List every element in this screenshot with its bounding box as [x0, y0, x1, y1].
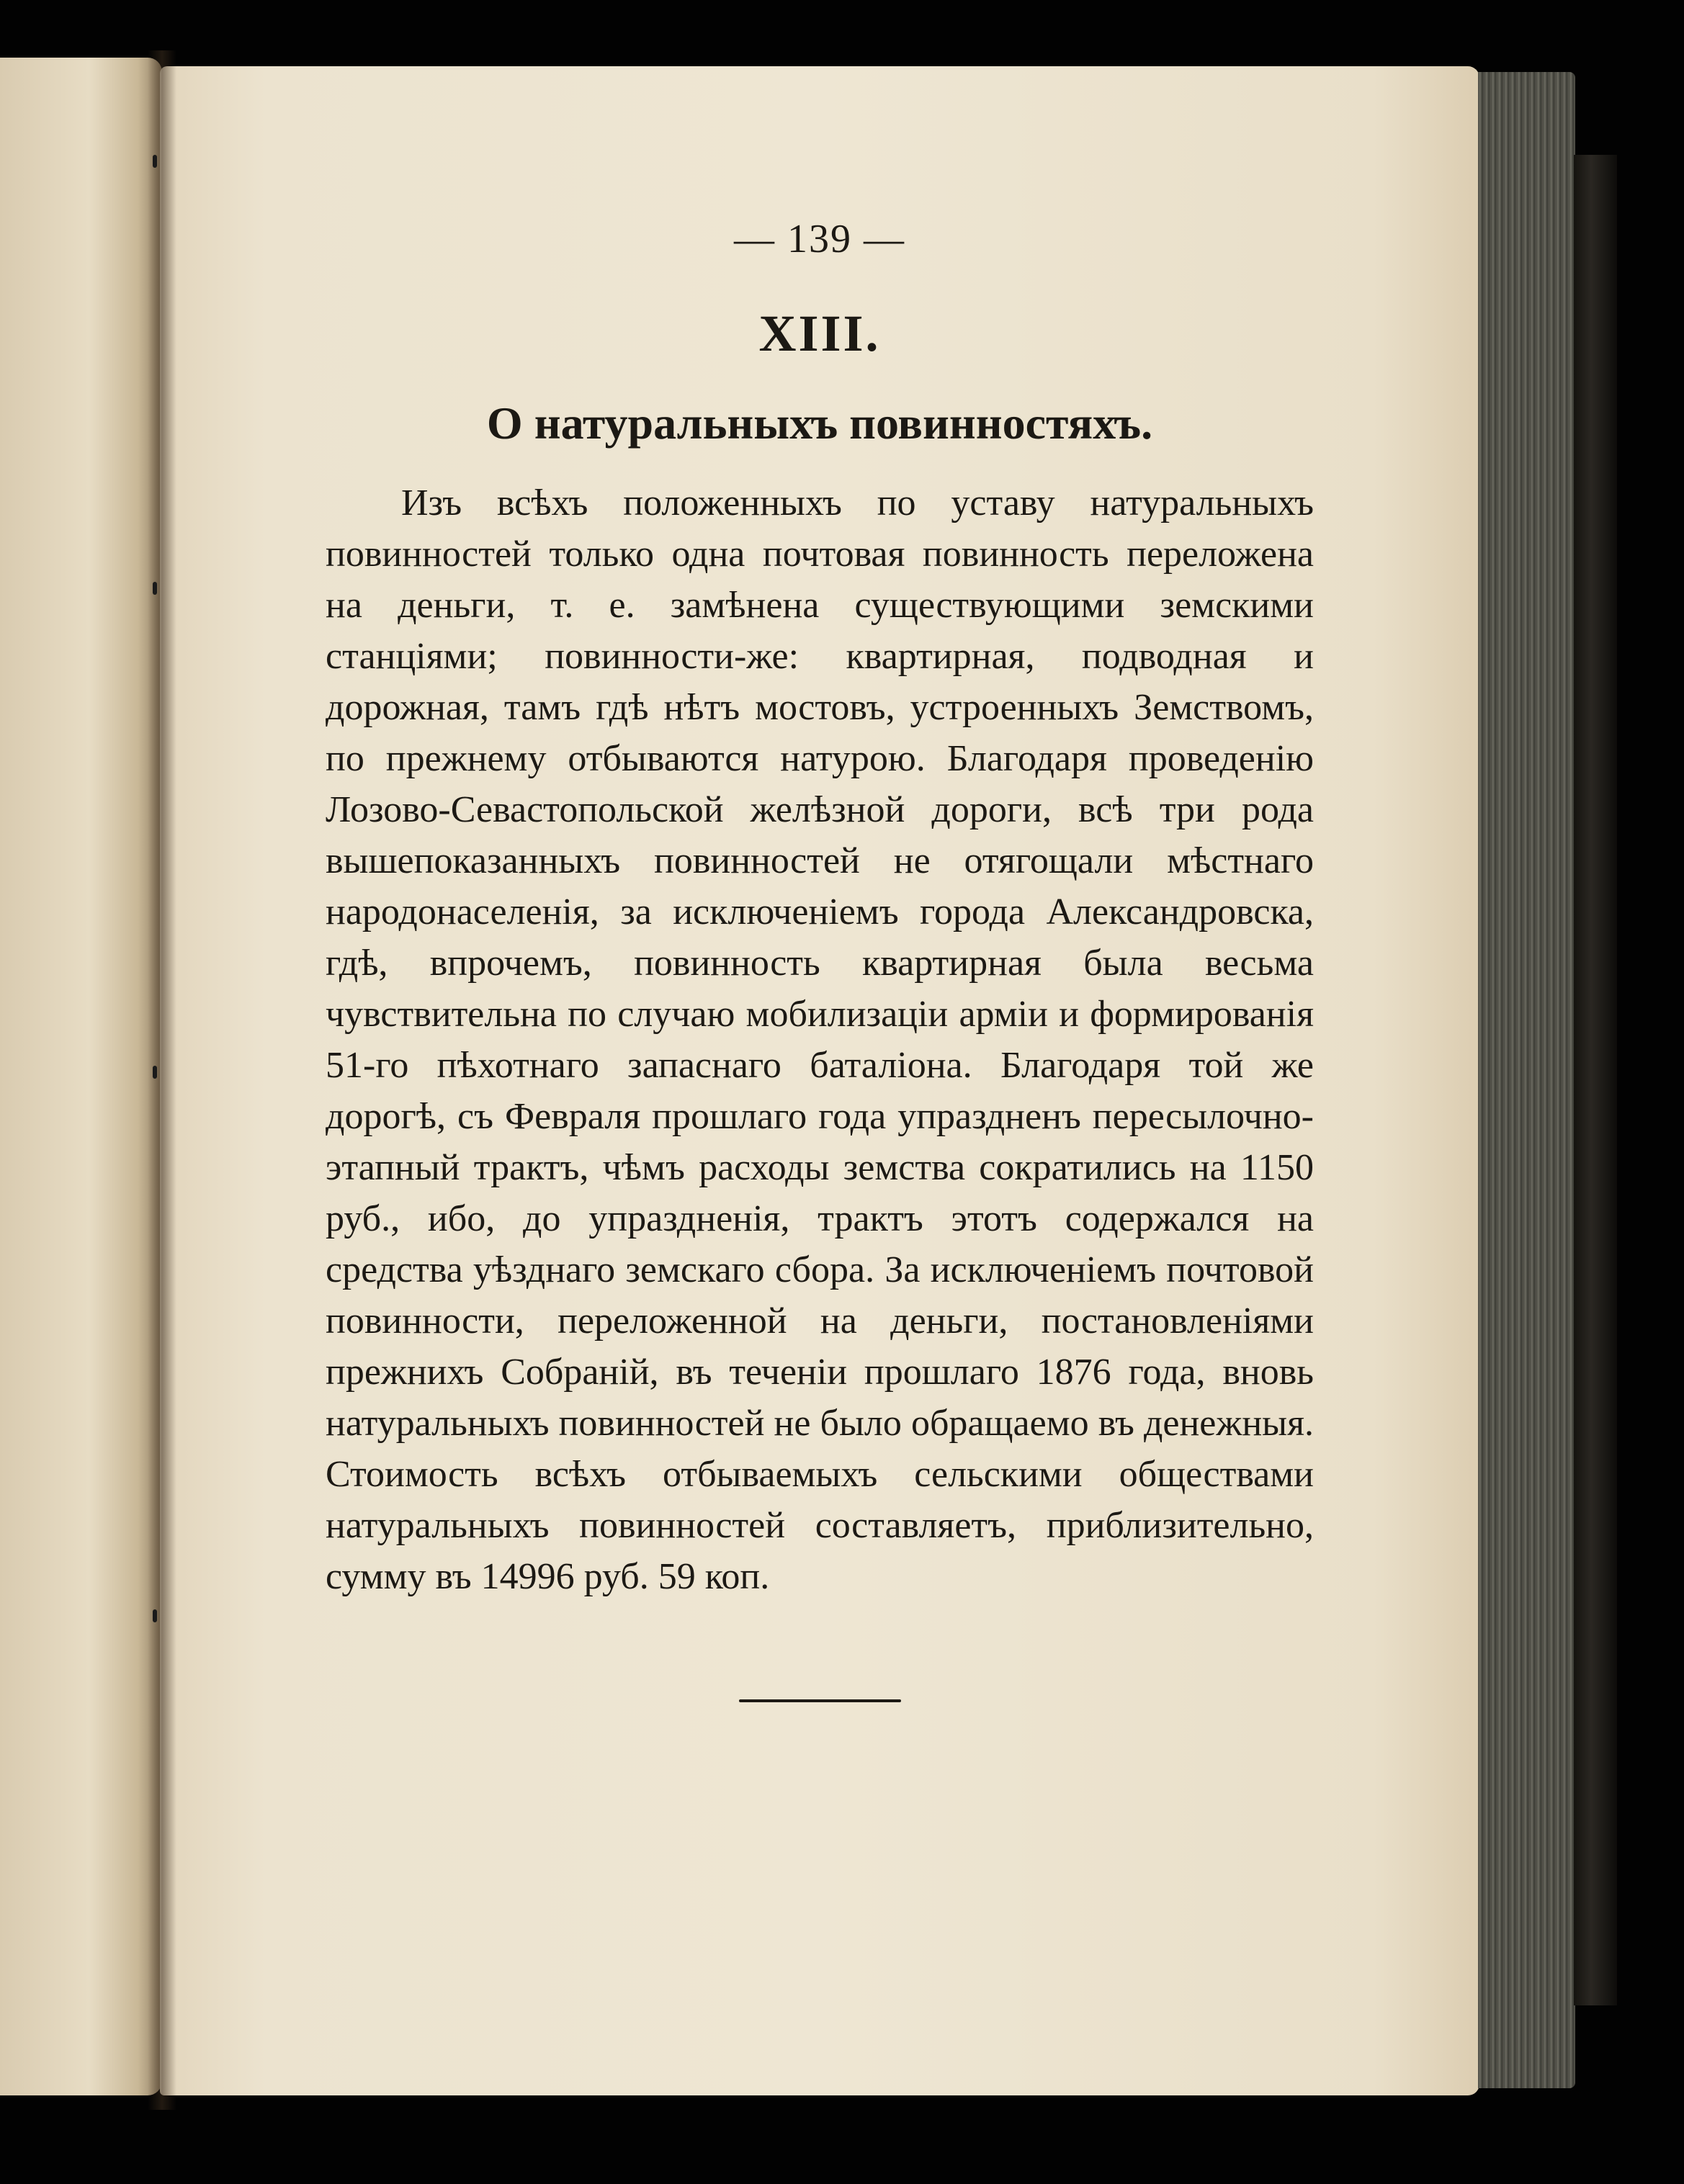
body-paragraph: Изъ всѣхъ положенныхъ по уставу натуральныхъ повинностей только одна почтовая повинность переложена на деньги, т. е. замѣнена существующими земскими станціями; повинности-же: квартирная, подводная и дорожная, тамъ гдѣ нѣтъ мостовъ, устроенныхъ Земствомъ, по прежнему отбываются натурою. Благодаря проведенію Лозово-Севастопольской желѣзной дороги, всѣ три рода вышепоказанныхъ повинностей не отягощали мѣстнаго народонаселенія, за исключеніемъ города Александровска, гдѣ, впрочемъ, повинность квартирная была весьма чувствительна по случаю мобилизаціи арміи и формированія 51-го пѣхотнаго запаснаго баталіона. Благодаря той же дорогѣ, съ Февраля прошлаго года упраздненъ пересылочно-этапный трактъ, чѣмъ расходы земства сократились на 1150 руб., ибо, до упраздненія, трактъ этотъ содержался на средства уѣзднаго земскаго сбора. За исключеніемъ почтовой повинности, переложенной на деньги, постановленіями прежнихъ Собраній, въ теченіи прошлаго 1876 года, вновь натуральныхъ повинностей не было обращаемо въ денежныя. Стоимость всѣхъ отбываемыхъ сельскими обществами натуральныхъ повинностей составляетъ, приблизительно, сумму въ 14996 руб. 59 коп.	[326, 482, 1314, 1597]
chapter-number: XIII.	[758, 305, 881, 362]
bleed-through-shadow	[310, 1786, 1318, 1829]
section-end-rule	[739, 1699, 901, 1702]
binding-thread-mark	[153, 1609, 157, 1622]
page-stack-edges	[1478, 72, 1575, 2088]
binding-thread-mark	[153, 155, 157, 168]
page-number: — 139 —	[734, 217, 905, 261]
left-page-edge	[0, 58, 162, 2095]
page-content	[326, 216, 1314, 1702]
book-cover-edge	[1574, 155, 1617, 2005]
bleed-through-shadow	[310, 1732, 1318, 1775]
book-gutter-shadow	[148, 50, 176, 2110]
chapter-title: О натуральныхъ повинностяхъ.	[486, 397, 1153, 449]
binding-thread-mark	[153, 582, 157, 595]
binding-thread-mark	[153, 1066, 157, 1079]
